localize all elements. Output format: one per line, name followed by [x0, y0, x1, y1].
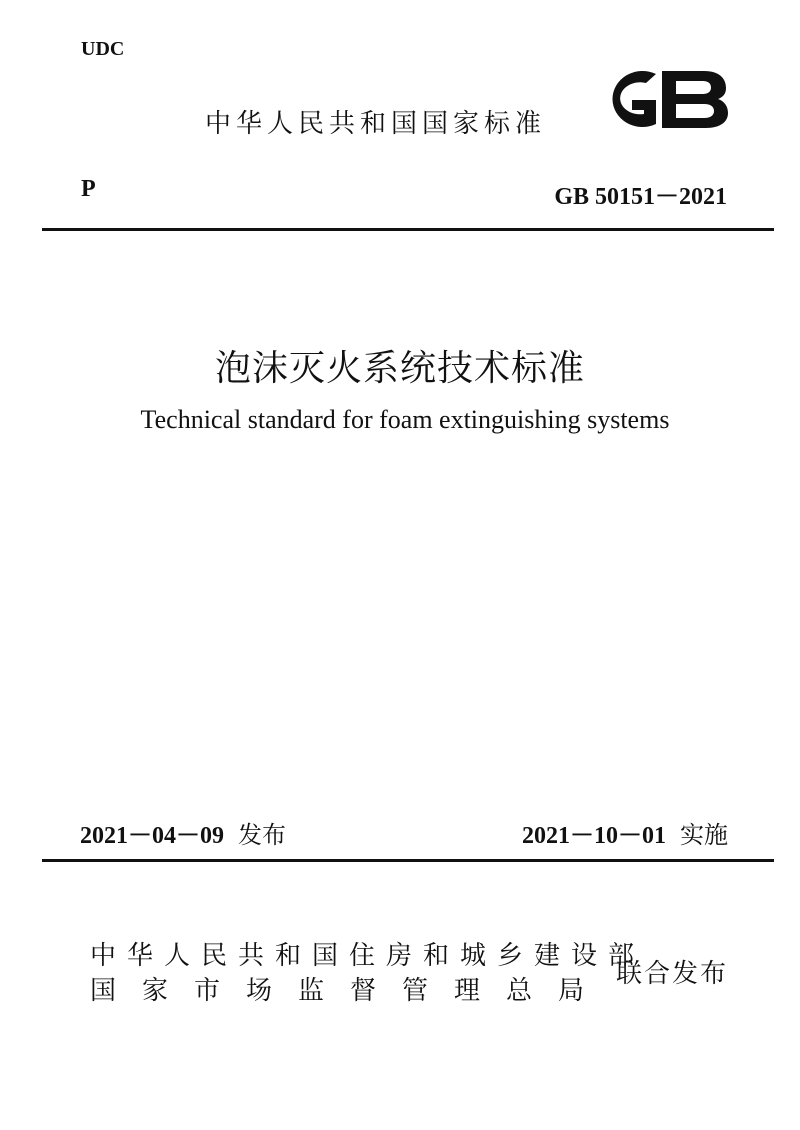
issue-label: 发布 [238, 821, 286, 849]
title-english: Technical standard for foam extinguishing systems [140, 405, 670, 434]
udc-label: UDC [81, 38, 125, 60]
issue-date: 2021－04－09 [80, 823, 224, 849]
classification-code: P [81, 176, 96, 202]
standard-number: GB 50151－2021 [554, 184, 727, 210]
standard-type: 中华人民共和国国家标准 [205, 109, 547, 139]
title-chinese: 泡沫灭火系统技术标准 [214, 348, 585, 389]
effective-date: 2021－10－01 [522, 823, 666, 849]
top-divider [42, 228, 774, 231]
issue-date-line [80, 815, 286, 850]
effective-label: 实施 [680, 821, 728, 849]
publisher-ministry: 中华人民共和国住房和城乡建设部 [90, 941, 646, 971]
gb-logo [596, 66, 729, 132]
publisher-administration: 国家市场监督管理总局 [90, 976, 611, 1006]
bottom-divider [42, 859, 774, 862]
joint-publish-label: 联合发布 [616, 959, 729, 989]
effective-date-line [522, 815, 728, 850]
